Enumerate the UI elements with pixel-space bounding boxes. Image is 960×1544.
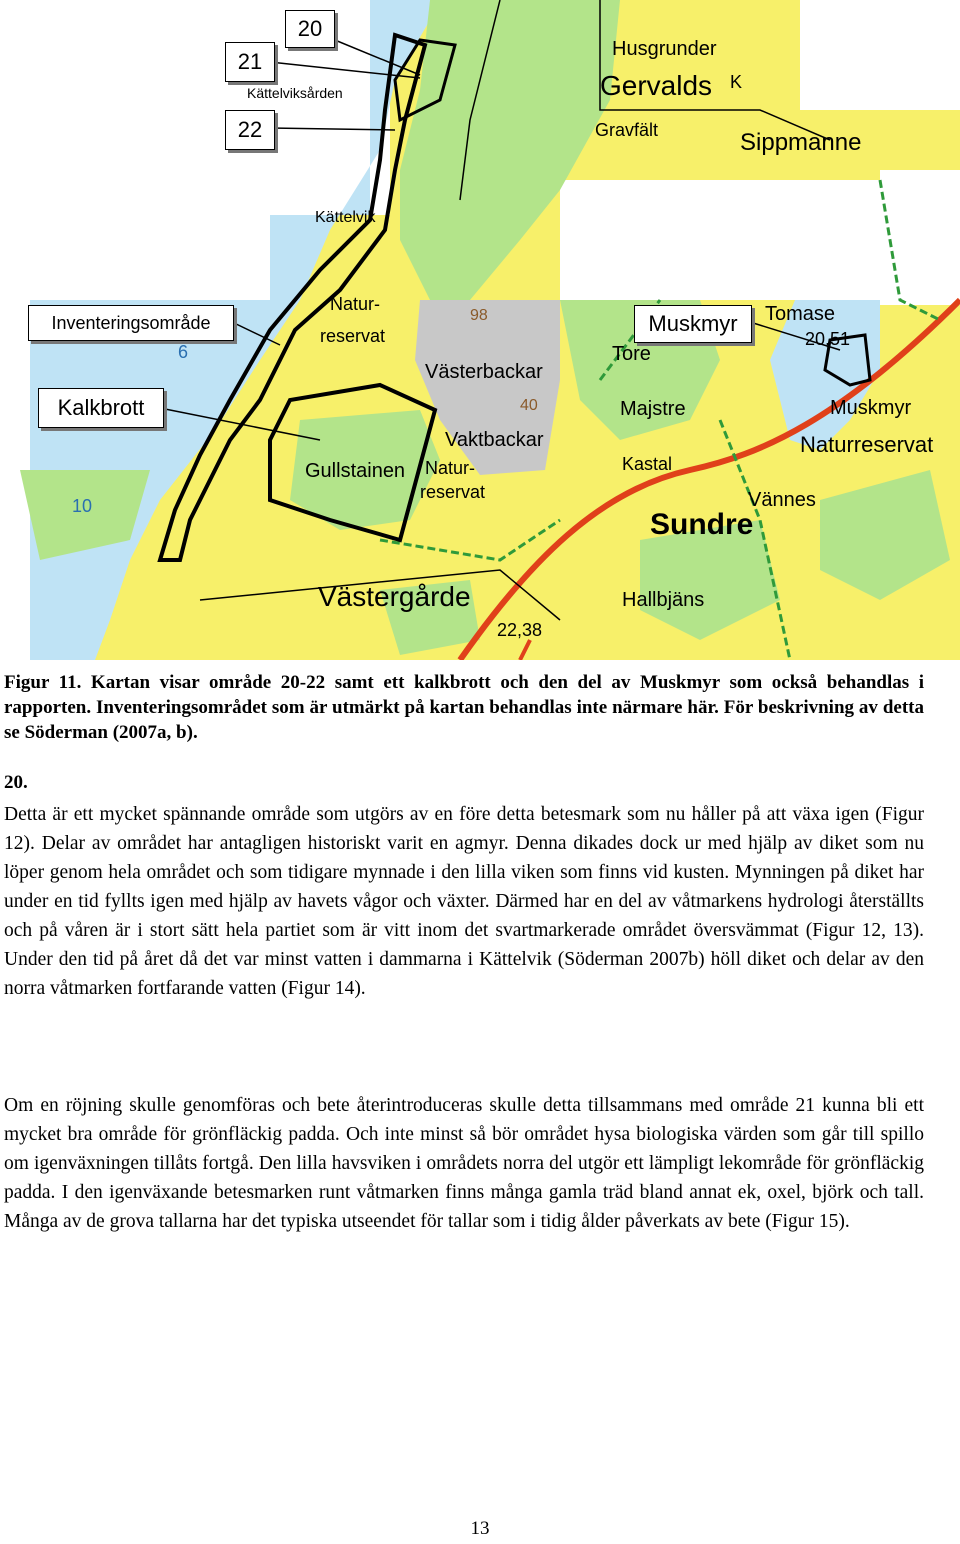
label-depth-6: 6: [178, 342, 189, 362]
label-reservat1: reservat: [320, 326, 386, 346]
label-reservat2: reservat: [420, 482, 486, 502]
callout-limestone-quarry: Kalkbrott: [38, 388, 164, 428]
label-elevation-40: 40: [520, 397, 538, 414]
label-height: 22,38: [497, 620, 543, 640]
label-k1: K: [730, 72, 743, 92]
label-kattelviksarden: Kättelviksården: [247, 85, 343, 101]
label-natur1: Natur-: [330, 294, 381, 314]
label-depth-10: 10: [72, 496, 93, 516]
label-sippmanne: Sippmanne: [740, 129, 862, 156]
map-blank-right: [880, 170, 960, 305]
label-husgrunder: Husgrunder: [612, 38, 717, 60]
label-vaktbackar: Vaktbackar: [445, 429, 544, 451]
section-number: 20.: [4, 772, 28, 793]
label-gullstainen: Gullstainen: [305, 460, 406, 482]
callout-area-22: 22: [225, 110, 275, 150]
map-blank-top-right: [800, 0, 960, 110]
page-number: 13: [470, 1518, 490, 1539]
map-blank-middle: [560, 180, 880, 300]
callout-area-20: 20: [285, 10, 335, 48]
callout-inventory-area: Inventeringsområde: [28, 305, 234, 341]
label-tomase: Tomase: [765, 303, 836, 325]
body-paragraph-1: Detta är ett mycket spännande område som utgörs av en före detta betesmark som nu håller på att växa igen (Figur 12). Delar av området har antagligen historiskt varit en agmyr. Denna dikades dock ur med hjälp av diket som nu löper genom hela området och som tidigare mynnade i den lilla viken som finns vid kusten. Mynningen på diket har under en tid fyllts igen med hjälp av havets vågor och växter. Därmed har en del av våtmarkens hydrologi återställts och på våren är i stort sätt hela partiet som är vitt inom det svartmarkerade området översvämmat (Figur 12, 13). Under den tid på året då det var minst vatten i dammarna i Kättelvik (Söderman 2007b) höll diket och delar av den norra våtmarken fortfarande vatten (Figur 14).: [4, 804, 924, 999]
label-tore: Tore: [612, 343, 651, 365]
label-gravfalt: Gravfält: [595, 120, 659, 140]
label-vasterbackar: Västerbackar: [425, 361, 543, 383]
label-kattelvik: Kättelvik: [315, 209, 376, 226]
label-vannes: Vännes: [748, 489, 816, 511]
label-sundre: Sundre: [650, 508, 754, 541]
callout-muskmyr: Muskmyr: [634, 305, 752, 343]
figure-caption: Figur 11. Kartan visar område 20-22 samt ett kalkbrott och den del av Muskmyr som också behandlas i rapporten. Inventeringsområdet som är utmärkt på kartan behandlas inte närmare här. För beskrivning av detta se Söderman (2007a, b).: [4, 672, 924, 743]
label-muskmyr: Muskmyr: [830, 397, 912, 419]
label-elevation-98: 98: [470, 307, 488, 324]
map-figure: [0, 0, 960, 660]
body-paragraph-2: Om en röjning skulle genomföras och bete återintroduceras skulle detta tillsammans med område 21 kunna bli ett mycket bra område för grönfläckig padda. Och inte minst så bör området hysa biologiska värden som går till spillo om igenväxningen tillåts fortgå. Den lilla havsviken i områdets norra del utgör ett lämpligt lekområde för grönfläckig padda. I den igenväxande betesmarken runt våtmarken finns många gamla träd bland annat ek, oxel, björk och tall. Många av de grova tallarna har det typiska utseendet för tallar som i tidig ålder påverkats av bete (Figur 15).: [4, 1095, 924, 1232]
label-naturreservat: Naturreservat: [800, 432, 934, 457]
label-hallbjans: Hallbjäns: [622, 589, 705, 611]
label-natur2: Natur-: [425, 458, 476, 478]
label-gervalds: Gervalds: [600, 70, 713, 101]
label-majstre: Majstre: [620, 398, 686, 420]
label-kastal: Kastal: [622, 454, 673, 474]
label-vastergarde: Västergårde: [318, 581, 471, 612]
label-tomase-number: 20,51: [805, 329, 851, 349]
callout-area-21: 21: [225, 42, 275, 82]
